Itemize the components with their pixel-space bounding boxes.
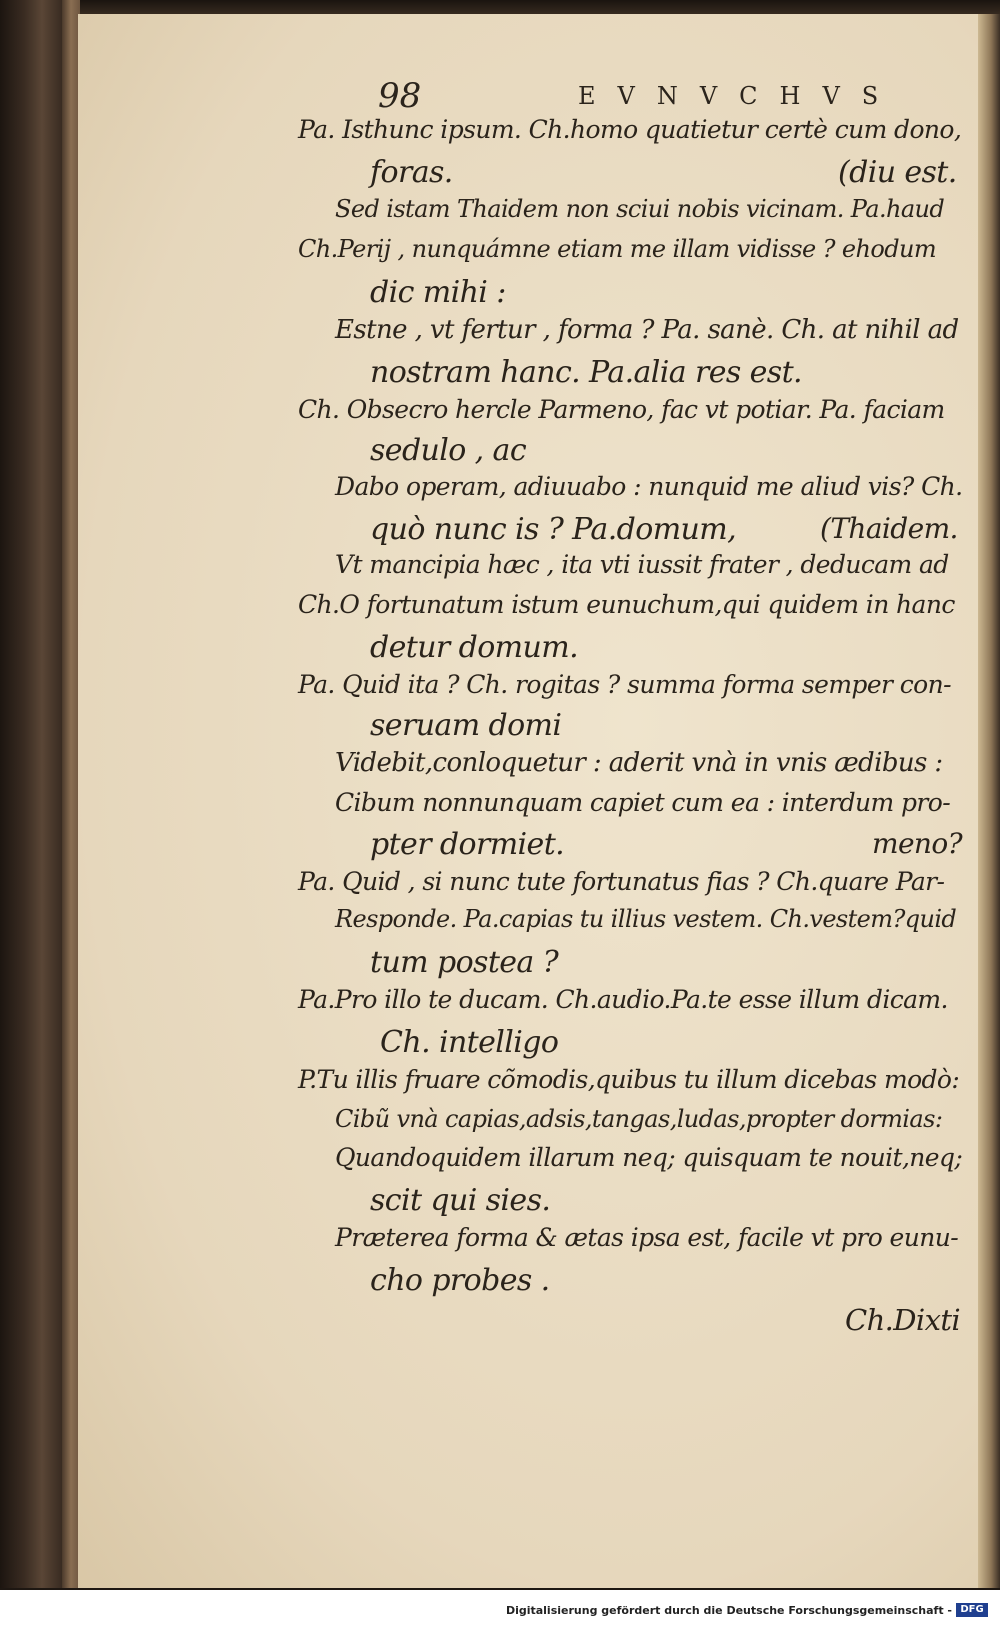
text-line: Ch.O fortunatum istum eunuchum,qui quidem in hanc	[298, 590, 955, 619]
running-head: EVNVCHVS	[578, 82, 901, 110]
text-line: Cibum nonnunquam capiet cum ea : interdum pro-	[335, 788, 951, 817]
text-line: P.Tu illis fruare cõmodis,quibus tu illum dicebas modò:	[298, 1065, 960, 1094]
page-right-edge	[978, 14, 1000, 1592]
text-line: (Thaidem.	[820, 512, 958, 545]
text-line: Pa.Pro illo te ducam. Ch.audio.Pa.te esse illum dicam.	[298, 985, 948, 1014]
text-line: Pa. Quid , si nunc tute fortunatus fias ? Ch.quare Par-	[298, 867, 945, 896]
text-line: Dabo operam, adiuuabo : nunquid me aliud vis? Ch.	[335, 472, 963, 501]
text-line: Ch.Perij , nunquámne etiam me illam vidisse ? ehodum	[298, 235, 936, 263]
text-line: meno?	[872, 827, 963, 860]
dfg-logo: DFG	[956, 1603, 988, 1617]
text-line: foras.	[370, 155, 453, 190]
text-line: Sed istam Thaidem non sciui nobis vicinam. Pa.haud	[335, 195, 945, 223]
book-binding	[0, 0, 70, 1600]
text-line: Ch.Dixti	[845, 1303, 961, 1337]
page-number: 98	[378, 76, 422, 116]
text-line: tum postea ?	[370, 945, 559, 980]
text-line: detur domum.	[370, 630, 579, 665]
text-line: Præterea forma & ætas ipsa est, facile vt pro eunu-	[335, 1223, 959, 1252]
text-line: scit qui sies.	[370, 1183, 551, 1218]
text-line: Cibũ vnà capias,adsis,tangas,ludas,propter dormias:	[335, 1105, 943, 1133]
text-line: Ch. intelligo	[380, 1025, 559, 1060]
text-line: Pa. Quid ita ? Ch. rogitas ? summa forma semper con-	[298, 670, 951, 699]
text-line: sedulo , ac	[370, 433, 527, 468]
text-line: Ch. Obsecro hercle Parmeno, fac vt potiar. Pa. faciam	[298, 395, 945, 424]
text-line: cho probes .	[370, 1263, 550, 1298]
text-line: pter dormiet.	[370, 827, 565, 862]
text-line: quò nunc is ? Pa.domum,	[370, 512, 737, 547]
text-line: nostram hanc. Pa.alia res est.	[370, 355, 802, 390]
text-line: Quandoquidem illarum neq; quisquam te nouit,neq;	[335, 1143, 963, 1172]
text-line: Estne , vt fertur , forma ? Pa. sanè. Ch. at nihil ad	[335, 315, 959, 345]
text-line: dic mihi :	[370, 275, 506, 310]
text-line: Vt mancipia hæc , ita vti iussit frater , deducam ad	[335, 550, 949, 579]
text-line: seruam domi	[370, 708, 562, 743]
text-line: Responde. Pa.capias tu illius vestem. Ch.vestem?quid	[335, 905, 957, 933]
text-line: Pa. Isthunc ipsum. Ch.homo quatietur certè cum dono,	[298, 115, 962, 144]
text-line: (diu est.	[838, 155, 957, 190]
text-line: Videbit,conloquetur : aderit vnà in vnis ædibus :	[335, 748, 943, 778]
digitization-credit: Digitalisierung gefördert durch die Deutsche Forschungsgemeinschaft -	[505, 1604, 952, 1617]
